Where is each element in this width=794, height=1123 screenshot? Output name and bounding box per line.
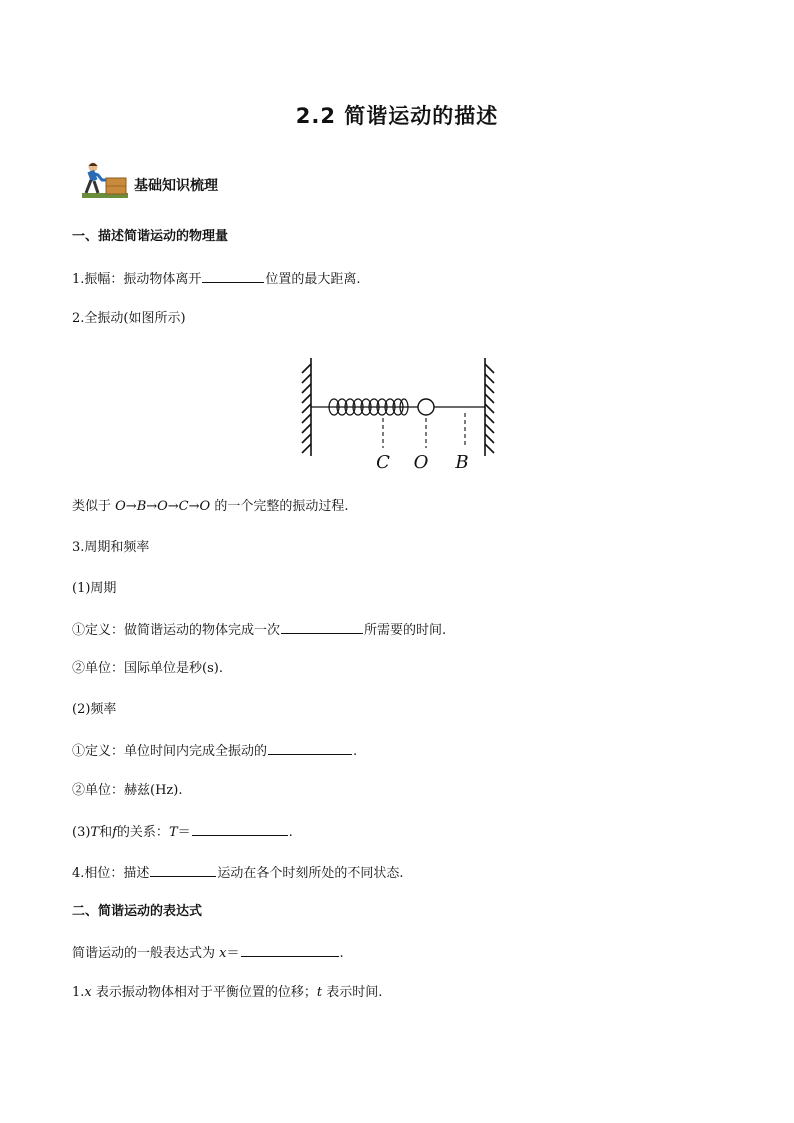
- period-unit-line: ②单位：国际单位是秒(s).: [72, 661, 223, 676]
- section-banner: [80, 160, 218, 200]
- label-o: O: [413, 452, 429, 473]
- period-def-suffix: 所需要的时间.: [364, 623, 447, 638]
- item1-prefix: 1.: [72, 985, 85, 1000]
- left-wall: [302, 358, 311, 456]
- right-wall: [485, 358, 494, 456]
- item1-t-symbol: t: [316, 985, 323, 1000]
- spring-oscillator-diagram: [296, 356, 506, 480]
- general-suffix: .: [339, 946, 344, 961]
- relation-prefix: (3): [72, 825, 91, 840]
- phase-blank[interactable]: [150, 863, 216, 877]
- amplitude-blank[interactable]: [202, 269, 264, 283]
- analogy-line: [72, 498, 348, 516]
- period-def-blank[interactable]: [281, 620, 363, 634]
- general-x-symbol: x: [219, 946, 227, 961]
- relation-t-symbol: T: [90, 825, 100, 840]
- period-def-prefix: ①定义：做简谐运动的物体完成一次: [72, 623, 281, 638]
- label-c: C: [376, 452, 390, 473]
- general-prefix: 简谐运动的一般表达式为: [72, 946, 220, 961]
- freq-unit-line: ②单位：赫兹(Hz).: [72, 783, 183, 798]
- part1-heading: 一、描述简谐运动的物理量: [72, 229, 229, 244]
- amplitude-prefix: 1.振幅：振动物体离开: [72, 272, 202, 287]
- amplitude-suffix: 位置的最大距离.: [265, 272, 361, 287]
- boy-pushing-box-icon: [80, 160, 132, 200]
- general-expression-line: [72, 943, 344, 963]
- freq-title: (2)频率: [72, 702, 117, 717]
- period-def-line: [72, 620, 446, 640]
- ball: [418, 399, 434, 415]
- analogy-suffix: 的一个完整的振动过程.: [210, 499, 349, 514]
- general-blank[interactable]: [241, 943, 339, 957]
- relation-eq: ＝: [177, 825, 191, 840]
- relation-mid: 的关系：: [116, 825, 169, 840]
- label-b: B: [455, 452, 469, 473]
- relation-blank[interactable]: [192, 822, 288, 836]
- item1-suffix: 表示时间.: [322, 985, 383, 1000]
- full-vibration-line: 2.全振动(如图所示): [72, 311, 186, 326]
- relation-and: 和: [99, 825, 113, 840]
- phase-prefix: 4.相位：描述: [72, 866, 150, 881]
- analogy-prefix: 类似于: [72, 499, 116, 514]
- freq-def-line: [72, 741, 357, 761]
- freq-def-suffix: .: [353, 744, 358, 759]
- relation-suffix: .: [288, 825, 293, 840]
- phase-suffix: 运动在各个时刻所处的不同状态.: [217, 866, 404, 881]
- relation-f-symbol: f: [112, 825, 117, 840]
- relation-line: [72, 822, 293, 842]
- part2-heading: 二、简谐运动的表达式: [72, 904, 203, 919]
- phase-line: [72, 863, 404, 883]
- general-eq: ＝: [226, 946, 240, 961]
- relation-t2-symbol: T: [168, 825, 178, 840]
- item1-line: [72, 984, 382, 1002]
- amplitude-line: [72, 269, 361, 289]
- page-title: 2.2 简谐运动的描述: [295, 104, 499, 128]
- freq-def-prefix: ①定义：单位时间内完成全振动的: [72, 744, 268, 759]
- item1-mid: 表示振动物体相对于平衡位置的位移；: [91, 985, 317, 1000]
- analogy-path: O→B→O→C→O: [115, 499, 211, 514]
- item1-x-symbol: x: [84, 985, 92, 1000]
- period-title: (1)周期: [72, 581, 117, 596]
- freq-def-blank[interactable]: [268, 741, 352, 755]
- period-freq-title: 3.周期和频率: [72, 540, 150, 555]
- section-banner-label: 基础知识梳理: [134, 178, 218, 194]
